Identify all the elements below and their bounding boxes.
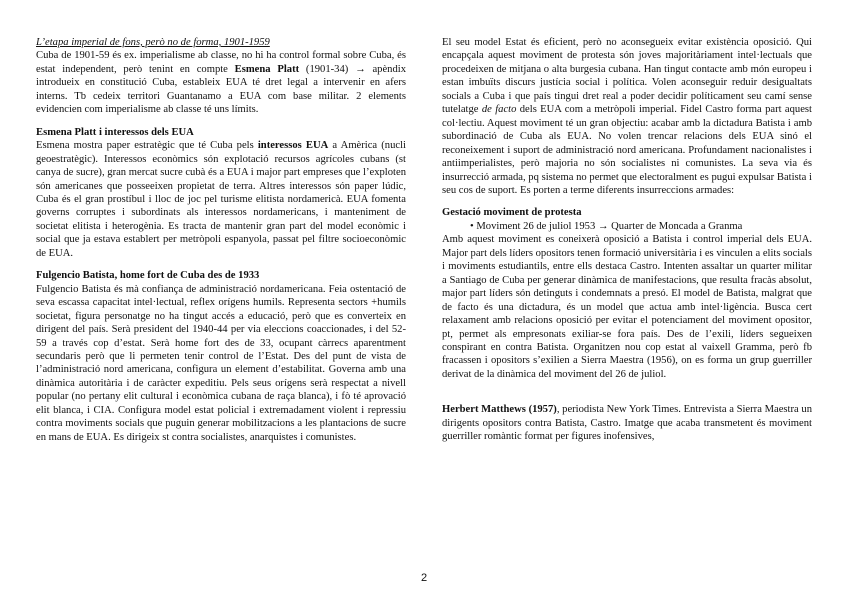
section-fulgencio-batista: Fulgencio Batista, home fort de Cuba des de 1933 Fulgencio Batista és mà confiança de administració nordamericana. Feia ostentació de seva escassa capacitat intel·lectual, reflex orígens humils. Representa sectors +humils societat, figura personatge no ha tingut accés a educació, però que es converteix en dirigent del país. Serà president del 1940-44 per via eleccions coaccionades, i del 52-59 a través cop d’estat. Serà home fort des de 33, ocupant càrrecs aparentment secundaris però que li permeten tenir control de l’Estat. Des del punt de vista de l’administració nord americana, configura un element d’estabilitat. Governa amb una dinàmica autoritària i de caràcter expeditiu. Pels seus orígens serà respectat a nivell popular (no pertany elit cultural i econòmica cubana de raça blanca), i fò té aprovació elit blanca, i CIA. Configura model estat policial i extremadament violent i repressiu contra moviments socials que puguin generar mobilitzacions a les plantacions de sucre en mans de EUA. Es dirigeix st contra socialistes, anarquistes i comunistes.: [36, 270, 406, 443]
section-heading: Esmena Platt i interessos dels EUA: [36, 126, 194, 138]
italic-de-facto: de facto: [481, 104, 517, 116]
paragraph-oposicio: El seu model Estat és eficient, però no aconsegueix evitar existència oposició. Qui encapçala aquest moviment de protesta són joves majoritàriament intel·lectuals que procedeixen de mitjana o alta burgesia cubana. Han tingut contacte amb món europeu i estan imbuïts discurs justícia social i política. Volen aconseguir reduir desigualtats socials a Cuba i que país tingui dret real a poder decidir políticament seu camí sense tutelatge de facto dels EUA com a metròpoli imperial. Fidel Castro forma part aquest col·lectiu. Aquest moviment té un gran objectiu: acabar amb la dictadura Batista i amb subordinació de Cuba als EUA. No volen trencar relacions dels EUA sinó el reconeixement i suport de administració nord americana. Profundament nacionalistes i antiimperialistes, però majoria no són socialistes ni comunistes. La seva via és insurrecció armada, pq sistema no permet que electoralment es pugui expulsar Batista i seu cos de suport. Es porten a terme diferents insurreccions armades:: [442, 37, 812, 196]
section-herbert-matthews: Herbert Matthews (1957), periodista New York Times. Entrevista a Sierra Maestra un dirigents opositors contra Batista, Castro. Imatge que acaba transmetent és moviment guerriller romàntic format per figures inofensives,: [442, 404, 812, 443]
right-column: [442, 36, 812, 444]
bullet-item: • Moviment 26 de juliol 1953 → Quarter de Moncada a Granma: [470, 220, 743, 232]
section-gestacio: Gestació moviment de protesta • Moviment 26 de juliol 1953 → Quarter de Moncada a Granma Amb aquest moviment es coneixerà oposició a Batista i control imperial dels EUA. Major part dels líders opositors tenen formació universitària i es vinculen a elits socials i moviments estudiantils, entre ells destaca Castro. Intenten assaltar un quarter militar a Santiago de Cuba per generar dinàmica de manifestacions, que resulta fracàs absolut, major part líders són detinguts i condemnats a presó. El model de Batista, malgrat que de facto és una dictadura, és un model que actua amb intel·ligència. Busca cert relaxament amb relacions oposició per evitar el potenciament del moviment opositor, pt, permet als empresonats exiliar-se fora país. Des de l’exili, líders segueixen conspirant en contra Batista. Organitzen nou cop estat al vaixell Gramma, però fb fracassen i opositors s’exilien a Sierra Maestra (1956), on es forma un grup guerriller derivat de la dinàmica del moviment del 26 de juliol.: [442, 207, 812, 380]
section-esmena-platt: Esmena Platt i interessos dels EUA Esmena mostra paper estratègic que té Cuba pels interessos EUA a Amèrica (nucli geoestratègic). Interessos econòmics són explotació recursos agrícoles cubans (st canya de sucre), gran mercat sucre cubà és a EUA i major part empreses que l’exploten són americanes que posseeixen propietat de terra. Altres interessos són paper lúdic, Cuba és el gran prostíbul i lloc de joc pel turisme elitista nordamericà. EUA fomenta governs corruptes i subordinats als interessos nordamericans, i manteniment de societat elitista i heterogènia. Es tracta de mantenir gran part del model econòmic i social que ja estava establert per metròpoli espanyola, passat pel filtre socioeconòmic de EUA.: [36, 126, 406, 259]
keyword-interessos-eua: interessos EUA: [257, 140, 329, 152]
left-column: [36, 36, 406, 444]
page-number: 2: [420, 572, 428, 584]
keyword-esmena-platt: Esmena Platt: [234, 63, 300, 75]
section-subtitle: L’etapa imperial de fons, però no de forma, 1901-1959: [36, 37, 270, 48]
keyword-herbert-matthews: Herbert Matthews (1957): [442, 404, 557, 416]
section-heading: Gestació moviment de protesta: [442, 207, 582, 219]
section-etapa-imperial: L’etapa imperial de fons, però no de forma, 1901-1959 Cuba de 1901-59 és ex. imperialisme ab classe, no hi ha control formal sobre Cuba, és estat independent, però tenint en compte Esmena Platt (1901-34) → apèndix introdueix en constitució Cuba, estableix EUA té dret legal a intervenir en afers interns. Tb cedeix territori Guantanamo a EUA com base militar. 2 elements evidencien com imperialisme ab classe té uns límits.: [36, 37, 406, 116]
section-heading: Fulgencio Batista, home fort de Cuba des de 1933: [36, 270, 260, 282]
